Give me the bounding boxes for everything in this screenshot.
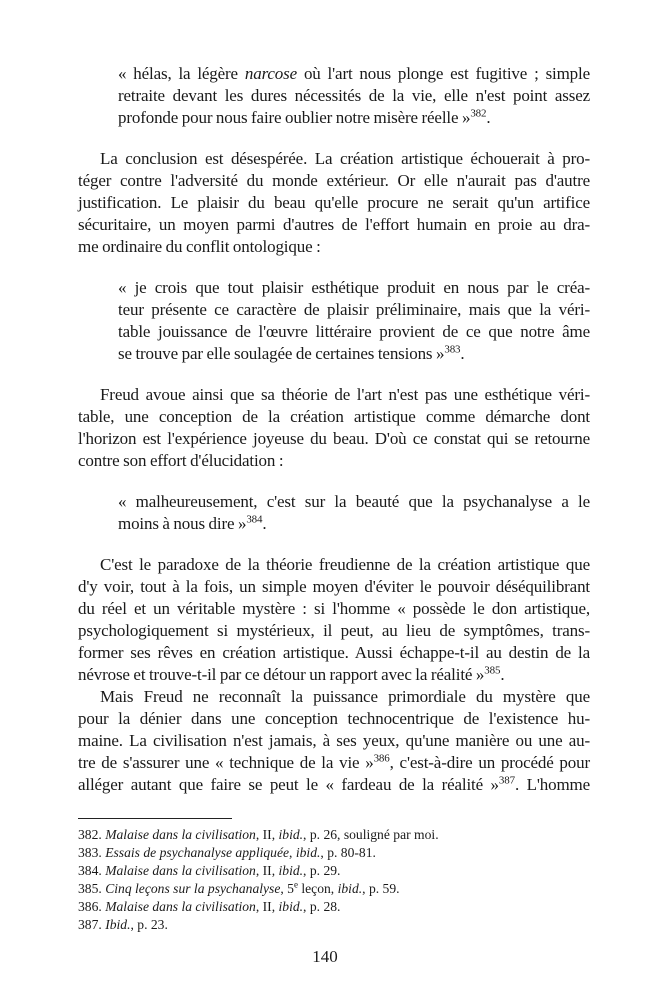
text-run: 385. <box>78 881 106 896</box>
text-run: . <box>460 344 465 363</box>
text-run: , p. 23. <box>130 917 168 932</box>
italic-text: ibid. <box>295 845 321 860</box>
text-line <box>78 192 590 214</box>
footnote-reference: 382 <box>470 107 487 120</box>
footnote <box>78 898 590 916</box>
footnote <box>78 844 590 862</box>
quote-384 <box>118 491 590 535</box>
text-line <box>78 384 590 406</box>
text-run: , II, <box>255 899 279 914</box>
italic-text: Malaise dans la civilisation <box>105 863 256 878</box>
paragraph-mais-freud <box>78 686 590 796</box>
text-run: justification. Le plaisir du beau qu'elle procure ne serait qu'un artifice <box>78 193 590 212</box>
text-line <box>118 513 590 535</box>
text-line <box>78 642 590 664</box>
italic-text: Malaise dans la civilisation <box>105 827 256 842</box>
text-run: contre son effort d'élucidation : <box>78 451 284 470</box>
text-run: l'horizon est l'expérience joyeuse du beau. D'où ce constat qui se retourne <box>78 429 590 448</box>
page-number: 140 <box>312 947 338 966</box>
text-run: « hélas, la légère <box>118 64 245 83</box>
footnote-separator <box>78 818 232 819</box>
text-run: . <box>262 514 267 533</box>
footnotes <box>78 826 590 934</box>
text-run: , 5 <box>280 881 294 896</box>
text-run: 382. <box>78 827 106 842</box>
text-line <box>118 299 590 321</box>
quote-383 <box>118 277 590 365</box>
text-line <box>78 236 590 258</box>
footnote-reference: 383 <box>444 343 461 356</box>
text-run: , c'est-à-dire un procédé pour <box>389 753 590 772</box>
text-run: 383. <box>78 845 106 860</box>
text-run: La conclusion est désespérée. La création artistique échouerait à pro- <box>100 149 590 168</box>
italic-text: ibid. <box>278 863 304 878</box>
text-line <box>118 321 590 343</box>
footnote <box>78 880 590 898</box>
text-run: moins à nous dire » <box>118 514 247 533</box>
text-run: névrose et trouve-t-il par ce détour un rapport avec la réalité » <box>78 665 485 684</box>
text-run: sécuritaire, un moyen parmi d'autres de l'effort humain en proie au dra- <box>78 215 590 234</box>
italic-text: Essais de psychanalyse appliquée <box>105 845 290 860</box>
footnote <box>78 916 590 934</box>
footnote-reference: 386 <box>373 752 390 765</box>
text-run: retraite devant les dures nécessités de la vie, elle n'est point assez <box>118 86 590 105</box>
text-run: me ordinaire du conflit ontologique : <box>78 237 321 256</box>
quote-382 <box>118 63 590 129</box>
text-line <box>118 343 590 365</box>
text-run: psychologiquement si mystérieux, il peut, au lieu de symptômes, trans- <box>78 621 590 640</box>
text-line <box>78 576 590 598</box>
footnote <box>78 862 590 880</box>
text-run: , p. 28. <box>303 899 341 914</box>
text-line <box>78 148 590 170</box>
text-run: , p. 26, souligné par moi. <box>303 827 439 842</box>
text-line <box>78 214 590 236</box>
text-run: 386. <box>78 899 106 914</box>
italic-text: ibid. <box>337 881 363 896</box>
text-run: tre de s'assurer une « technique de la vie » <box>78 753 374 772</box>
text-line <box>78 554 590 576</box>
text-line <box>78 450 590 472</box>
body-text <box>78 63 590 796</box>
footnote-reference: e <box>293 879 298 890</box>
paragraph-paradoxe <box>78 554 590 686</box>
text-line <box>118 63 590 85</box>
italic-text: ibid. <box>278 899 304 914</box>
italic-text: Malaise dans la civilisation <box>105 899 256 914</box>
text-run: leçon, <box>297 881 338 896</box>
text-line <box>118 491 590 513</box>
text-run: « malheureusement, c'est sur la beauté que la psychanalyse a le <box>118 492 590 511</box>
text-run: se trouve par elle soulagée de certaines tensions » <box>118 344 445 363</box>
text-run: alléger autant que faire se peut le « fardeau de la réalité » <box>78 775 499 794</box>
text-line <box>78 170 590 192</box>
text-line <box>118 277 590 299</box>
text-run: maine. La civilisation n'est jamais, à ses yeux, qu'une manière ou une au- <box>78 731 590 750</box>
text-line <box>78 686 590 708</box>
text-run: Mais Freud ne reconnaît la puissance primordiale du mystère que <box>100 687 590 706</box>
text-line <box>78 708 590 730</box>
text-run: C'est le paradoxe de la théorie freudienne de la création artistique que <box>100 555 590 574</box>
text-run: , p. 80-81. <box>320 845 376 860</box>
text-run: du réel et un véritable mystère : si l'homme « possède le don artistique, <box>78 599 590 618</box>
italic-text: narcose <box>244 64 298 83</box>
paragraph-conclusion <box>78 148 590 258</box>
text-run: téger contre l'adversité du monde extérieur. Or elle n'aurait pas d'autre <box>78 171 590 190</box>
text-run: , II, <box>255 827 279 842</box>
text-run: , <box>289 845 296 860</box>
text-line <box>78 598 590 620</box>
text-line <box>78 752 590 774</box>
text-run: , II, <box>255 863 279 878</box>
text-line <box>118 85 590 107</box>
text-line <box>78 664 590 686</box>
text-run: . <box>500 665 505 684</box>
text-line <box>78 406 590 428</box>
text-run: Freud avoue ainsi que sa théorie de l'art n'est pas une esthétique véri- <box>100 385 590 404</box>
text-line <box>118 107 590 129</box>
text-run: « je crois que tout plaisir esthétique produit en nous par le créa- <box>118 278 590 297</box>
text-run: , p. 59. <box>362 881 400 896</box>
italic-text: ibid. <box>278 827 304 842</box>
text-run: table jouissance de l'œuvre littéraire provient de ce que notre âme <box>118 322 590 341</box>
text-line <box>78 730 590 752</box>
text-run: former ses rêves en création artistique. Aussi échappe-t-il au destin de la <box>78 643 590 662</box>
text-run: 387. <box>78 917 106 932</box>
footnote-reference: 385 <box>484 664 501 677</box>
footnote <box>78 826 590 844</box>
text-line <box>78 620 590 642</box>
italic-text: Ibid. <box>105 917 131 932</box>
paragraph-freud-avoue <box>78 384 590 472</box>
text-line <box>78 774 590 796</box>
footnote-reference: 384 <box>246 513 263 526</box>
text-run: pour la dénier dans une conception technocentrique de l'existence hu- <box>78 709 590 728</box>
text-run: 384. <box>78 863 106 878</box>
text-run: . <box>486 108 491 127</box>
text-run: où l'art nous plonge est fugitive ; simple <box>297 64 590 83</box>
footnote-reference: 387 <box>498 774 515 787</box>
text-run: table, une conception de la création artistique comme démarche dont <box>78 407 590 426</box>
text-run: teur présente ce caractère de plaisir préliminaire, mais que la véri- <box>118 300 590 319</box>
text-line <box>78 428 590 450</box>
text-run: profonde pour nous faire oublier notre misère réelle » <box>118 108 471 127</box>
italic-text: Cinq leçons sur la psychanalyse <box>105 881 281 896</box>
text-run: d'y voir, tout à la fois, un simple moyen d'éviter le pouvoir déséquilibrant <box>78 577 590 596</box>
text-run: , p. 29. <box>303 863 341 878</box>
text-run: . L'homme <box>514 775 590 794</box>
